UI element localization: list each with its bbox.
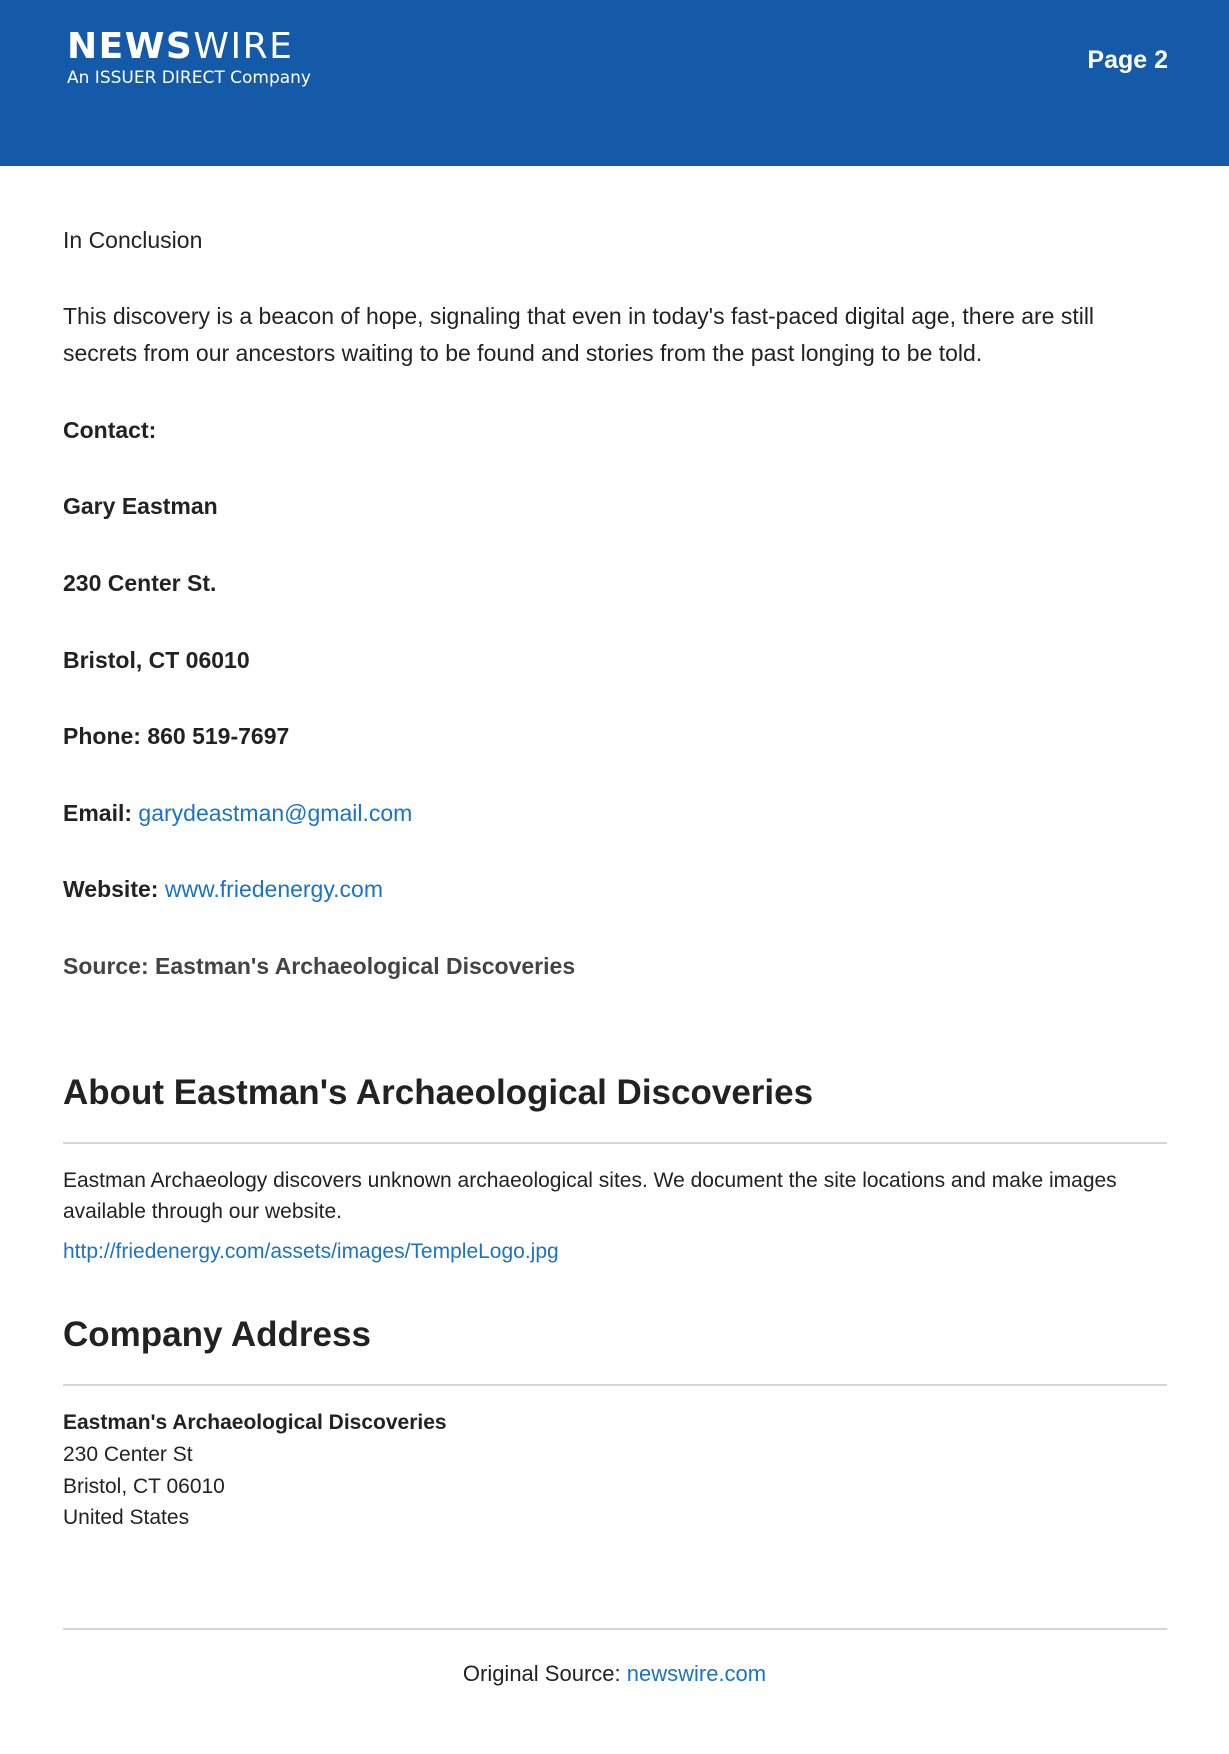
contact-email-row (63, 795, 412, 832)
website-link[interactable]: www.friedenergy.com (164, 876, 383, 902)
logo-tagline: An ISSUER DIRECT Company (67, 68, 311, 88)
newswire-logo[interactable] (67, 28, 311, 89)
address-country: United States (63, 1506, 190, 1529)
conclusion-paragraph: This discovery is a beacon of hope, signaling that even in today's fast-paced digital age, there are still secrets from our ancestors waiting to be found and stories from the past longing to be told. (63, 303, 1095, 366)
contact-city: Bristol, CT 06010 (63, 647, 250, 673)
about-link[interactable]: http://friedenergy.com/assets/images/TempleLogo.jpg (63, 1240, 559, 1263)
contact-street: 230 Center St. (63, 570, 217, 596)
contact-label: Contact: (63, 417, 157, 443)
contact-website-row (63, 871, 383, 908)
about-divider (63, 1142, 1167, 1144)
contact-name: Gary Eastman (63, 493, 218, 519)
address-street: 230 Center St (63, 1443, 193, 1466)
address-heading: Company Address (63, 1315, 371, 1354)
page-footer (0, 1661, 1229, 1687)
address-divider (63, 1384, 1167, 1386)
footer-divider (63, 1628, 1167, 1630)
address-city: Bristol, CT 06010 (63, 1475, 225, 1498)
contact-phone: Phone: 860 519-7697 (63, 723, 290, 749)
email-label: Email: (63, 800, 133, 826)
page-number: Page 2 (1087, 46, 1168, 74)
about-text: Eastman Archaeology discovers unknown archaeological sites. We document the site locations and make images available through our website. (63, 1169, 1117, 1223)
footer-label: Original Source: (462, 1661, 621, 1686)
section-heading: In Conclusion (63, 227, 203, 253)
about-heading: About Eastman's Archaeological Discoveries (63, 1073, 814, 1112)
email-link[interactable]: garydeastman@gmail.com (138, 800, 413, 826)
logo-wordmark-bold: NEWS (67, 26, 194, 67)
page-header (0, 0, 1229, 166)
address-company: Eastman's Archaeological Discoveries (63, 1411, 447, 1434)
logo-wordmark (67, 28, 311, 66)
logo-wordmark-light: WIRE (193, 26, 294, 67)
source-line: Source: Eastman's Archaeological Discoveries (63, 953, 576, 979)
website-label: Website: (63, 876, 159, 902)
footer-source-link[interactable]: newswire.com (626, 1661, 767, 1686)
